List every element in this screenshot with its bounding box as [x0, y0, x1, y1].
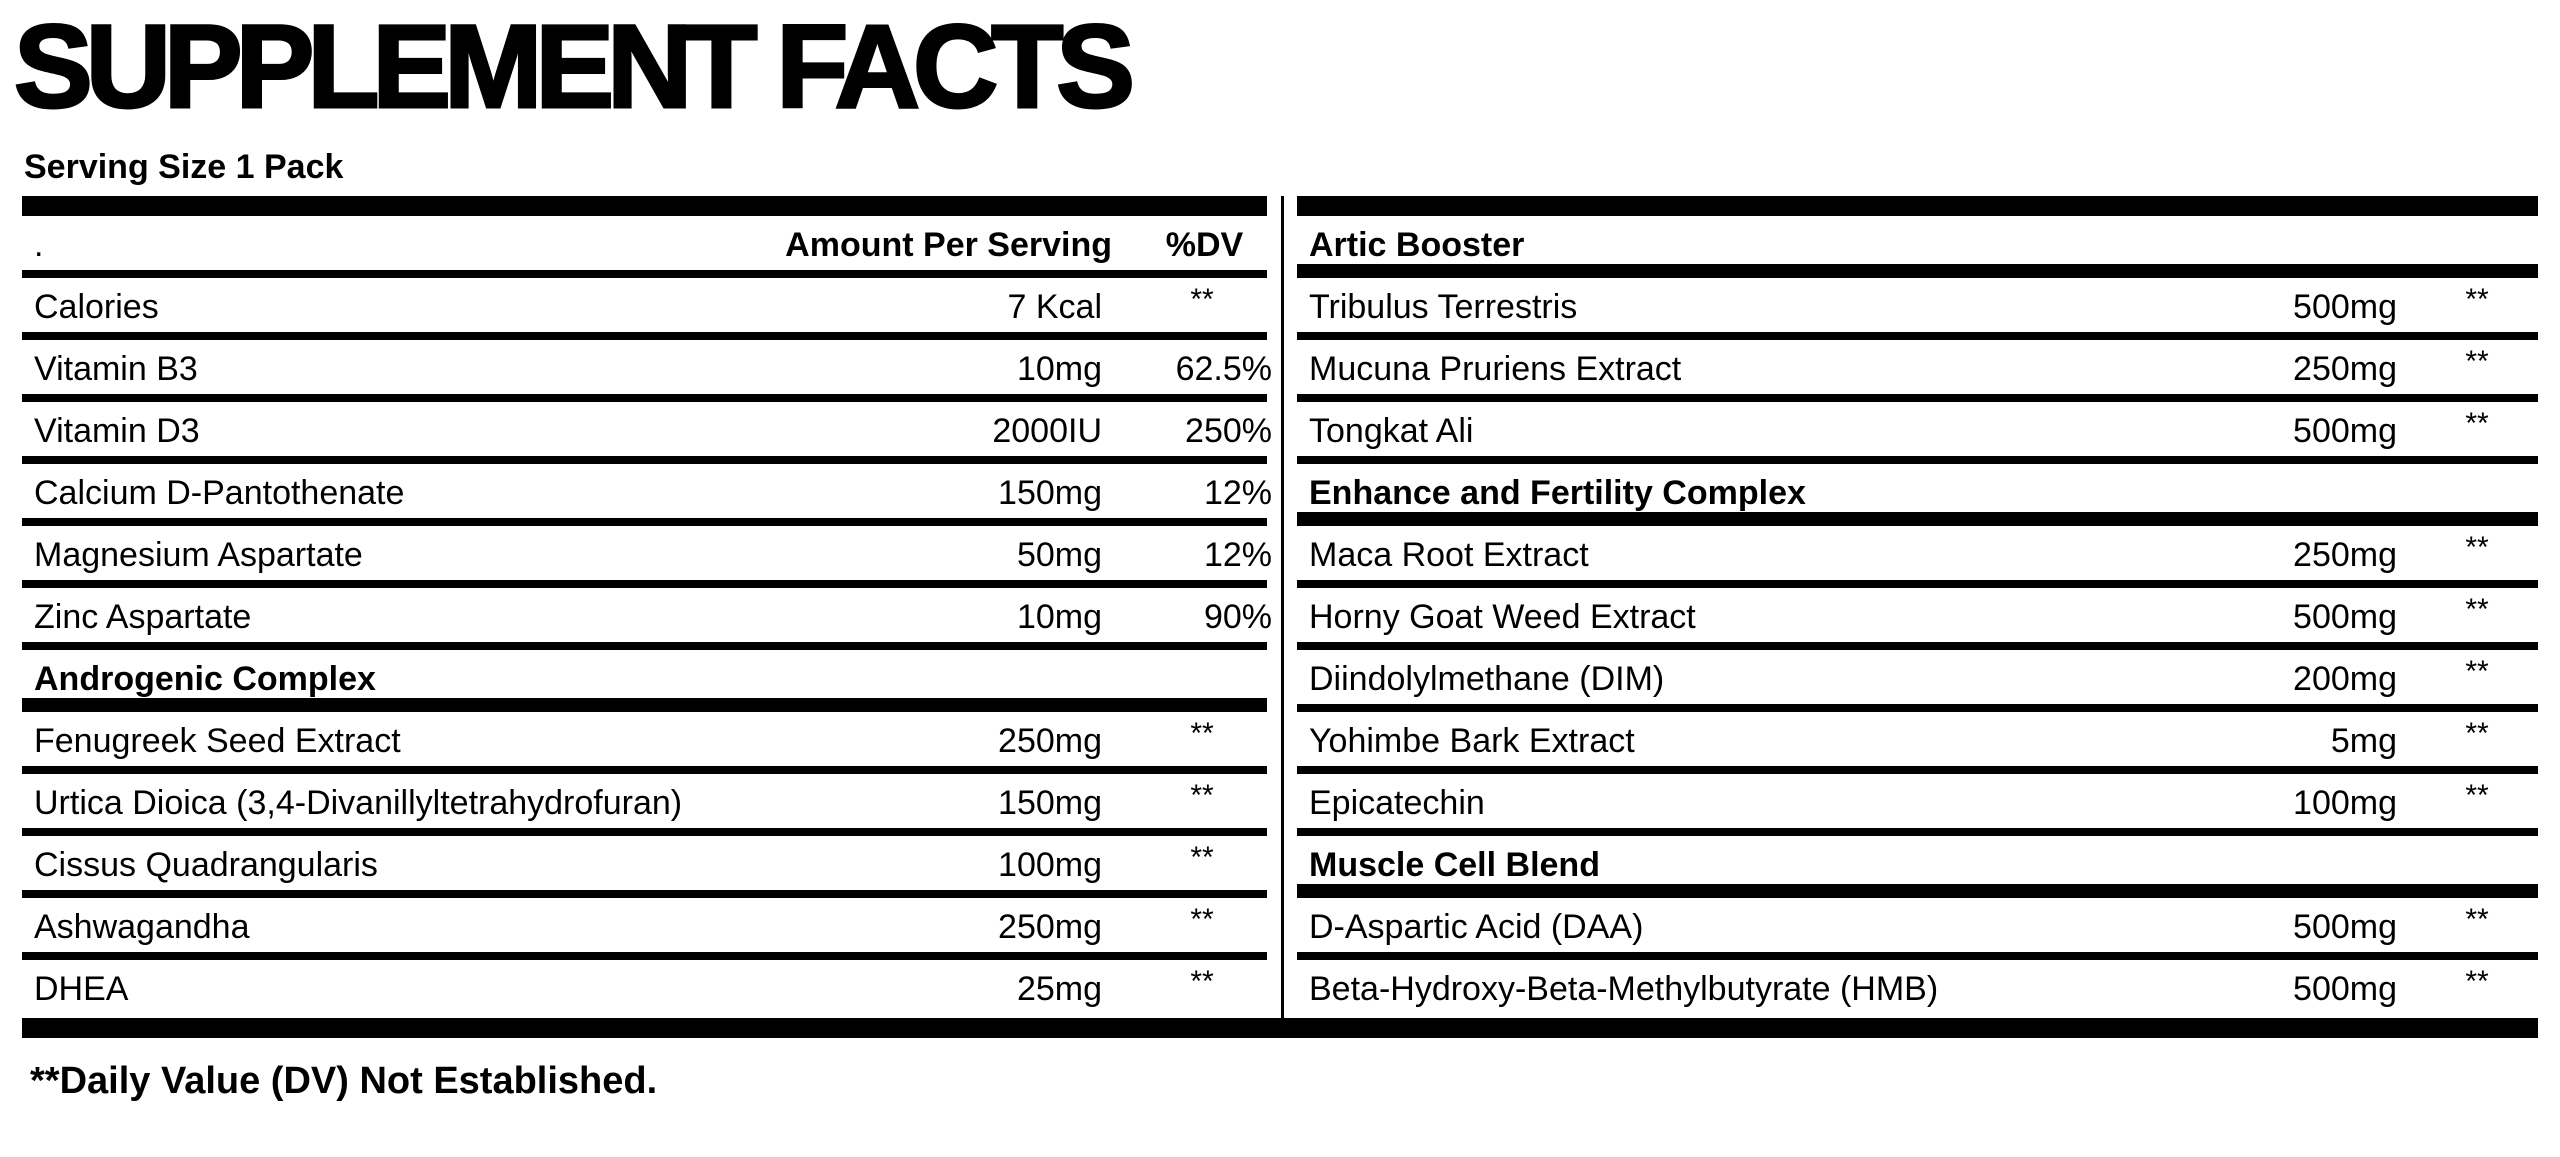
row-rule — [1297, 766, 2538, 774]
section-title: Enhance and Fertility Complex — [1309, 474, 1806, 512]
ingredient-row — [22, 774, 1267, 836]
ingredient-daily-value: ** — [2465, 903, 2489, 936]
ingredient-daily-value: ** — [1190, 903, 1214, 936]
ingredient-daily-value: 12% — [1203, 474, 1272, 512]
ingredient-name: Vitamin D3 — [34, 412, 200, 450]
row-rule — [1297, 704, 2538, 712]
ingredient-name: Mucuna Pruriens Extract — [1309, 350, 1682, 388]
ingredient-name: DHEA — [34, 970, 129, 1008]
row-rule — [1297, 828, 2538, 836]
bottom-bar — [22, 1018, 2538, 1038]
ingredient-row — [1297, 588, 2538, 650]
ingredient-daily-value: 90% — [1203, 598, 1272, 636]
ingredient-name: Vitamin B3 — [34, 350, 198, 388]
ingredient-daily-value: ** — [2465, 655, 2489, 688]
row-rule — [22, 698, 1267, 712]
ingredient-row — [22, 836, 1267, 898]
ingredient-name: Fenugreek Seed Extract — [34, 722, 401, 760]
ingredient-daily-value: ** — [2465, 717, 2489, 750]
ingredient-amount: 10mg — [1016, 598, 1102, 636]
row-rule — [22, 890, 1267, 898]
ingredient-amount: 250mg — [998, 908, 1102, 946]
row-rule — [1297, 952, 2538, 960]
ingredient-daily-value: ** — [2465, 407, 2489, 440]
ingredient-row — [22, 588, 1272, 650]
section-header-row — [1297, 216, 2538, 278]
ingredient-name: Calcium D-Pantothenate — [34, 474, 405, 512]
facts-table — [22, 196, 2538, 1038]
row-rule — [1297, 512, 2538, 526]
ingredient-amount: 5mg — [2330, 722, 2397, 760]
ingredient-amount: 250mg — [998, 722, 1102, 760]
ingredient-name: Magnesium Aspartate — [34, 536, 363, 574]
column-divider — [1281, 196, 1284, 1018]
section-header-row — [1297, 464, 2538, 526]
ingredient-amount: 100mg — [2293, 784, 2397, 822]
left-top-bar — [22, 196, 1267, 216]
ingredient-amount: 50mg — [1016, 536, 1102, 574]
row-rule — [22, 456, 1267, 464]
ingredient-name: Horny Goat Weed Extract — [1309, 598, 1696, 636]
header-marker: . — [34, 226, 44, 264]
ingredient-amount: 500mg — [2293, 908, 2397, 946]
ingredient-amount: 200mg — [2293, 660, 2397, 698]
ingredient-row — [1297, 402, 2538, 464]
ingredient-name: Diindolylmethane (DIM) — [1309, 660, 1665, 698]
ingredient-amount: 150mg — [998, 784, 1102, 822]
row-rule — [22, 580, 1267, 588]
ingredient-name: Urtica Dioica (3,4-Divanillyltetrahydrofuran) — [34, 784, 683, 822]
left-header-row — [22, 216, 1267, 278]
ingredient-daily-value: 12% — [1203, 536, 1272, 574]
ingredient-row — [22, 712, 1267, 774]
ingredient-daily-value: ** — [2465, 779, 2489, 812]
serving-size: Serving Size 1 Pack — [24, 148, 344, 186]
ingredient-name: Maca Root Extract — [1309, 536, 1589, 574]
section-title: Muscle Cell Blend — [1309, 846, 1600, 884]
ingredient-row — [22, 402, 1272, 464]
row-rule — [22, 270, 1267, 278]
amount-per-serving-header: Amount Per Serving — [785, 226, 1112, 264]
ingredient-name: Yohimbe Bark Extract — [1309, 722, 1635, 760]
row-rule — [1297, 456, 2538, 464]
ingredient-daily-value: ** — [2465, 593, 2489, 626]
ingredient-row — [1297, 650, 2538, 712]
row-rule — [22, 642, 1267, 650]
ingredient-daily-value: ** — [2465, 283, 2489, 316]
ingredient-amount: 100mg — [998, 846, 1102, 884]
ingredient-amount: 500mg — [2293, 288, 2397, 326]
row-rule — [22, 766, 1267, 774]
ingredient-daily-value: ** — [2465, 345, 2489, 378]
ingredient-daily-value: ** — [1190, 965, 1214, 998]
section-title: Androgenic Complex — [34, 660, 376, 698]
section-header-row — [1297, 836, 2538, 898]
ingredient-amount: 10mg — [1016, 350, 1102, 388]
row-rule — [1297, 332, 2538, 340]
ingredient-row — [1297, 526, 2538, 588]
ingredient-name: Ashwagandha — [34, 908, 250, 946]
ingredient-daily-value: ** — [2465, 531, 2489, 564]
ingredient-row — [1297, 340, 2538, 402]
ingredient-name: Calories — [34, 288, 159, 326]
row-rule — [1297, 642, 2538, 650]
row-rule — [22, 828, 1267, 836]
footnote: **Daily Value (DV) Not Established. — [30, 1060, 658, 1102]
ingredient-amount: 250mg — [2293, 350, 2397, 388]
ingredient-name: D-Aspartic Acid (DAA) — [1309, 908, 1644, 946]
ingredient-daily-value: 250% — [1185, 412, 1272, 450]
ingredient-name: Zinc Aspartate — [34, 598, 252, 636]
row-rule — [1297, 264, 2538, 278]
ingredient-row — [1297, 712, 2538, 774]
row-rule — [22, 394, 1267, 402]
row-rule — [1297, 394, 2538, 402]
ingredient-daily-value: ** — [1190, 841, 1214, 874]
ingredient-row — [22, 526, 1272, 588]
row-rule — [22, 332, 1267, 340]
row-rule — [22, 952, 1267, 960]
ingredient-name: Tribulus Terrestris — [1309, 288, 1578, 326]
ingredient-name: Epicatechin — [1309, 784, 1485, 822]
ingredient-row — [22, 960, 1267, 1022]
ingredient-row — [22, 464, 1272, 526]
ingredient-amount: 500mg — [2293, 598, 2397, 636]
ingredient-row — [1297, 898, 2538, 960]
section-header-row — [22, 650, 1267, 712]
label-title: SUPPLEMENT FACTS — [14, 1, 1128, 133]
ingredient-daily-value: ** — [2465, 965, 2489, 998]
ingredient-daily-value: 62.5% — [1175, 350, 1272, 388]
row-rule — [1297, 580, 2538, 588]
ingredient-row — [22, 340, 1272, 402]
ingredient-name: Beta-Hydroxy-Beta-Methylbutyrate (HMB) — [1309, 970, 1939, 1008]
ingredient-amount: 250mg — [2293, 536, 2397, 574]
row-rule — [1297, 884, 2538, 898]
ingredient-row — [1297, 960, 2538, 1022]
ingredient-daily-value: ** — [1190, 779, 1214, 812]
ingredient-amount: 7 Kcal — [1007, 288, 1102, 326]
ingredient-amount: 500mg — [2293, 970, 2397, 1008]
ingredient-name: Tongkat Ali — [1309, 412, 1474, 450]
dv-header: %DV — [1165, 226, 1244, 264]
ingredient-row — [1297, 774, 2538, 836]
ingredient-name: Cissus Quadrangularis — [34, 846, 378, 884]
ingredient-row — [22, 898, 1267, 960]
ingredient-row — [22, 278, 1267, 340]
section-title: Artic Booster — [1309, 226, 1525, 264]
ingredient-amount: 2000IU — [992, 412, 1102, 450]
row-rule — [22, 518, 1267, 526]
ingredient-amount: 500mg — [2293, 412, 2397, 450]
right-top-bar — [1297, 196, 2538, 216]
ingredient-daily-value: ** — [1190, 283, 1214, 316]
ingredient-amount: 150mg — [998, 474, 1102, 512]
ingredient-row — [1297, 278, 2538, 340]
ingredient-daily-value: ** — [1190, 717, 1214, 750]
ingredient-amount: 25mg — [1016, 970, 1102, 1008]
